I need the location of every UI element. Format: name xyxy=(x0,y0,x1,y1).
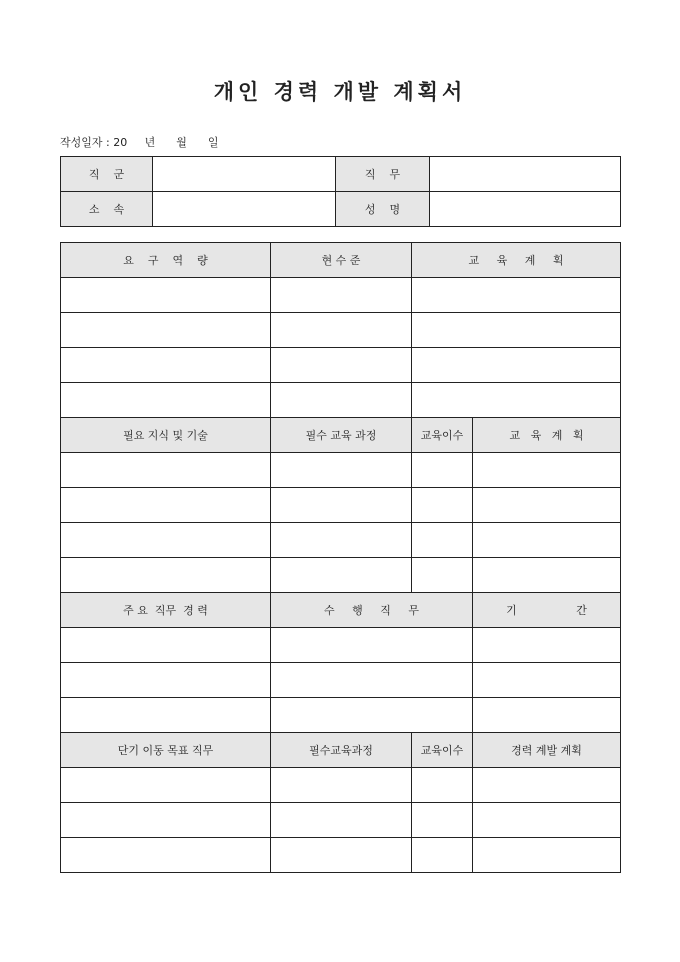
current-level-header: 현 수 준 xyxy=(271,243,412,278)
table-row xyxy=(61,663,621,698)
table-cell[interactable] xyxy=(61,523,271,558)
job-group-label: 직 군 xyxy=(61,157,153,192)
table-cell[interactable] xyxy=(271,558,412,593)
table-cell[interactable] xyxy=(61,663,271,698)
table-cell[interactable] xyxy=(61,768,271,803)
table-row xyxy=(61,383,621,418)
education-plan-header-2: 교 육 계 획 xyxy=(473,418,621,453)
table-row xyxy=(61,558,621,593)
page-title: 개인 경력 개발 계획서 xyxy=(213,79,467,104)
table-cell[interactable] xyxy=(412,278,621,313)
table-row xyxy=(61,453,621,488)
table-cell[interactable] xyxy=(271,768,412,803)
duty-label: 직 무 xyxy=(336,157,430,192)
table-cell[interactable] xyxy=(412,838,473,873)
table-cell[interactable] xyxy=(61,488,271,523)
table-cell[interactable] xyxy=(271,663,473,698)
table-cell[interactable] xyxy=(271,523,412,558)
performed-duty-header: 수 행 직 무 xyxy=(271,593,473,628)
info-table xyxy=(60,156,621,227)
table-cell[interactable] xyxy=(412,453,473,488)
table-cell[interactable] xyxy=(61,278,271,313)
table-row xyxy=(61,523,621,558)
table-row xyxy=(61,698,621,733)
name-field[interactable] xyxy=(430,192,621,227)
table-cell[interactable] xyxy=(61,698,271,733)
table-row xyxy=(61,348,621,383)
table-cell[interactable] xyxy=(271,488,412,523)
education-plan-header: 교 육 계 획 xyxy=(412,243,621,278)
completion-header-2: 교육이수 xyxy=(412,733,473,768)
table-cell[interactable] xyxy=(271,803,412,838)
table-cell[interactable] xyxy=(61,313,271,348)
section3-header-row xyxy=(61,593,621,628)
table-cell[interactable] xyxy=(473,523,621,558)
table-cell[interactable] xyxy=(473,628,621,663)
section1-header-row xyxy=(61,243,621,278)
table-cell[interactable] xyxy=(412,768,473,803)
table-cell[interactable] xyxy=(473,803,621,838)
table-cell[interactable] xyxy=(412,313,621,348)
required-course-header-2: 필수교육과정 xyxy=(271,733,412,768)
table-cell[interactable] xyxy=(271,698,473,733)
table-cell[interactable] xyxy=(473,453,621,488)
table-cell[interactable] xyxy=(412,383,621,418)
table-row xyxy=(61,838,621,873)
table-cell[interactable] xyxy=(61,803,271,838)
period-header: 기 간 xyxy=(473,593,621,628)
name-label: 성 명 xyxy=(336,192,430,227)
table-row xyxy=(61,488,621,523)
table-cell[interactable] xyxy=(473,558,621,593)
completion-header: 교육이수 xyxy=(412,418,473,453)
table-row xyxy=(61,313,621,348)
career-development-plan-header: 경력 계발 계획 xyxy=(473,733,621,768)
department-label: 소 속 xyxy=(61,192,153,227)
required-knowledge-header: 필요 지식 및 기술 xyxy=(61,418,271,453)
table-cell[interactable] xyxy=(61,348,271,383)
main-job-experience-header: 주 요 직무 경 력 xyxy=(61,593,271,628)
table-cell[interactable] xyxy=(61,838,271,873)
table-cell[interactable] xyxy=(271,838,412,873)
table-cell[interactable] xyxy=(61,628,271,663)
table-cell[interactable] xyxy=(271,313,412,348)
table-cell[interactable] xyxy=(473,838,621,873)
department-field[interactable] xyxy=(153,192,336,227)
required-course-header: 필수 교육 과정 xyxy=(271,418,412,453)
table-cell[interactable] xyxy=(271,453,412,488)
table-cell[interactable] xyxy=(412,803,473,838)
table-cell[interactable] xyxy=(412,558,473,593)
table-cell[interactable] xyxy=(271,278,412,313)
table-cell[interactable] xyxy=(271,348,412,383)
table-cell[interactable] xyxy=(412,523,473,558)
table-row xyxy=(61,278,621,313)
table-row xyxy=(61,768,621,803)
table-cell[interactable] xyxy=(61,383,271,418)
table-row xyxy=(61,628,621,663)
job-group-field[interactable] xyxy=(153,157,336,192)
table-cell[interactable] xyxy=(473,768,621,803)
table-cell[interactable] xyxy=(473,663,621,698)
required-competency-header: 요 구 역 량 xyxy=(61,243,271,278)
table-cell[interactable] xyxy=(412,348,621,383)
section2-header-row xyxy=(61,418,621,453)
table-cell[interactable] xyxy=(61,453,271,488)
table-cell[interactable] xyxy=(61,558,271,593)
table-cell[interactable] xyxy=(271,628,473,663)
duty-field[interactable] xyxy=(430,157,621,192)
date-line: 작성일자 : 20 년 월 일 xyxy=(60,136,219,149)
table-cell[interactable] xyxy=(412,488,473,523)
table-cell[interactable] xyxy=(473,698,621,733)
plan-table xyxy=(60,242,621,873)
short-term-target-job-header: 단기 이동 목표 직무 xyxy=(61,733,271,768)
table-cell[interactable] xyxy=(473,488,621,523)
table-cell[interactable] xyxy=(271,383,412,418)
section4-header-row xyxy=(61,733,621,768)
table-row xyxy=(61,803,621,838)
